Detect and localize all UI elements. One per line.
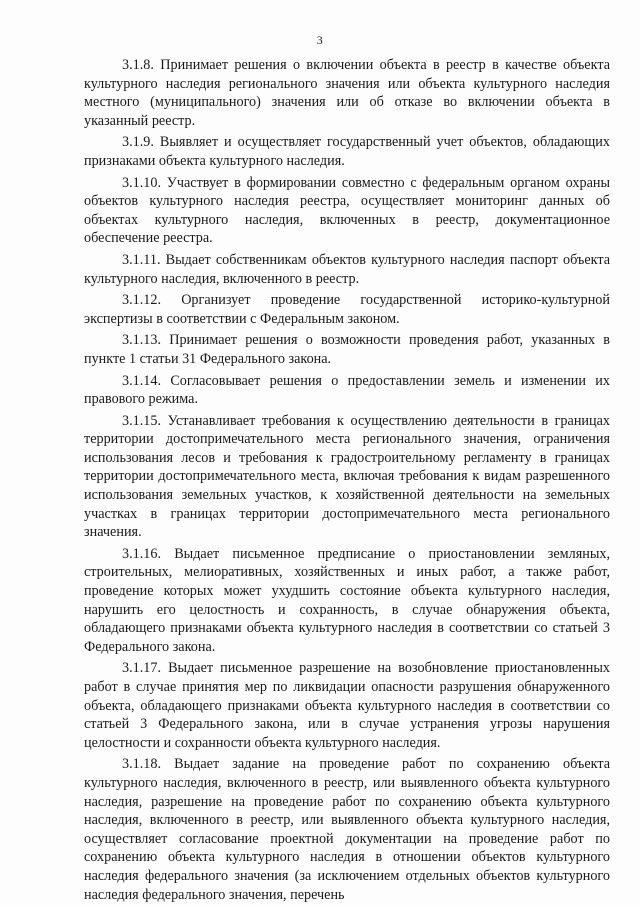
paragraph-3-1-11: 3.1.11. Выдает собственникам объектов культурного наследия паспорт объекта культурного наследия, включенного в реестр. xyxy=(84,251,610,287)
paragraph-3-1-14: 3.1.14. Согласовывает решения о предоставлении земель и изменении их правового режима. xyxy=(84,372,610,408)
paragraph-3-1-13: 3.1.13. Принимает решения о возможности проведения работ, указанных в пункте 1 статьи 31 Федерального закона. xyxy=(84,332,610,367)
paragraph-3-1-17: 3.1.17. Выдает письменное разрешение на возобновление приостановленных работ в случае принятия мер по ликвидации опасности разрушения обнаруженного объекта, обладающего признаками объекта культурного наследия в соответствии со статьей 3 Федерального закона, или в случае устранения угрозы нарушения целостности и сохранности объекта культурного наследия. xyxy=(84,660,610,751)
paragraph-3-1-18: 3.1.18. Выдает задание на проведение работ по сохранению объекта культурного наследия, включенного в реестр, или выявленного объекта культурного наследия, разрешение на проведение работ по сохранению объекта культурного наследия, включенного в реестр, или выявленного объекта культурного наследия, осуществляет согласование проектной документации на проведение работ по сохранению объекта культурного наследия в отношении объектов культурного наследия федерального значения (за исключением отдельных объектов культурного наследия федерального значения, перечень xyxy=(84,756,610,903)
document-body xyxy=(84,56,610,907)
paragraph-3-1-10: 3.1.10. Участвует в формировании совместно с федеральным органом охраны объектов культурного наследия реестра, осуществляет мониторинг данных об объектах культурного наследия, включенных в реестр, документационное обеспечение реестра. xyxy=(84,174,610,247)
paragraph-3-1-15: 3.1.15. Устанавливает требования к осуществлению деятельности в границах территории достопримечательного места регионального значения, ограничения использования лесов и требования к градостроительному регламенту в границах территории достопримечательного места, включая требования к видам разрешенного использования земельных участков, к хозяйственной деятельности на земельных участках в границах территории достопримечательного места регионального значения. xyxy=(84,412,610,541)
paragraph-3-1-12: 3.1.12. Организует проведение государственной историко-культурной экспертизы в соответствии с Федеральным законом. xyxy=(84,292,610,327)
paragraph-3-1-16: 3.1.16. Выдает письменное предписание о приостановлении земляных, строительных, мелиоративных, хозяйственных и иных работ, а также работ, проведение которых может ухудшить состояние объекта культурного наследия, нарушить его целостность и сохранность, в случае обнаружения объекта, обладающего признаками объекта культурного наследия в соответствии со статьей 3 Федерального закона. xyxy=(84,545,610,655)
paragraph-3-1-9: 3.1.9. Выявляет и осуществляет государственный учет объектов, обладающих признаками объекта культурного наследия. xyxy=(84,134,610,169)
paragraph-3-1-8: 3.1.8. Принимает решения о включении объекта в реестр в качестве объекта культурного наследия регионального значения или объекта культурного наследия местного (муниципального) значения или об отказе во включении объекта в указанный реестр. xyxy=(84,57,610,129)
page-number: 3 xyxy=(316,33,324,47)
